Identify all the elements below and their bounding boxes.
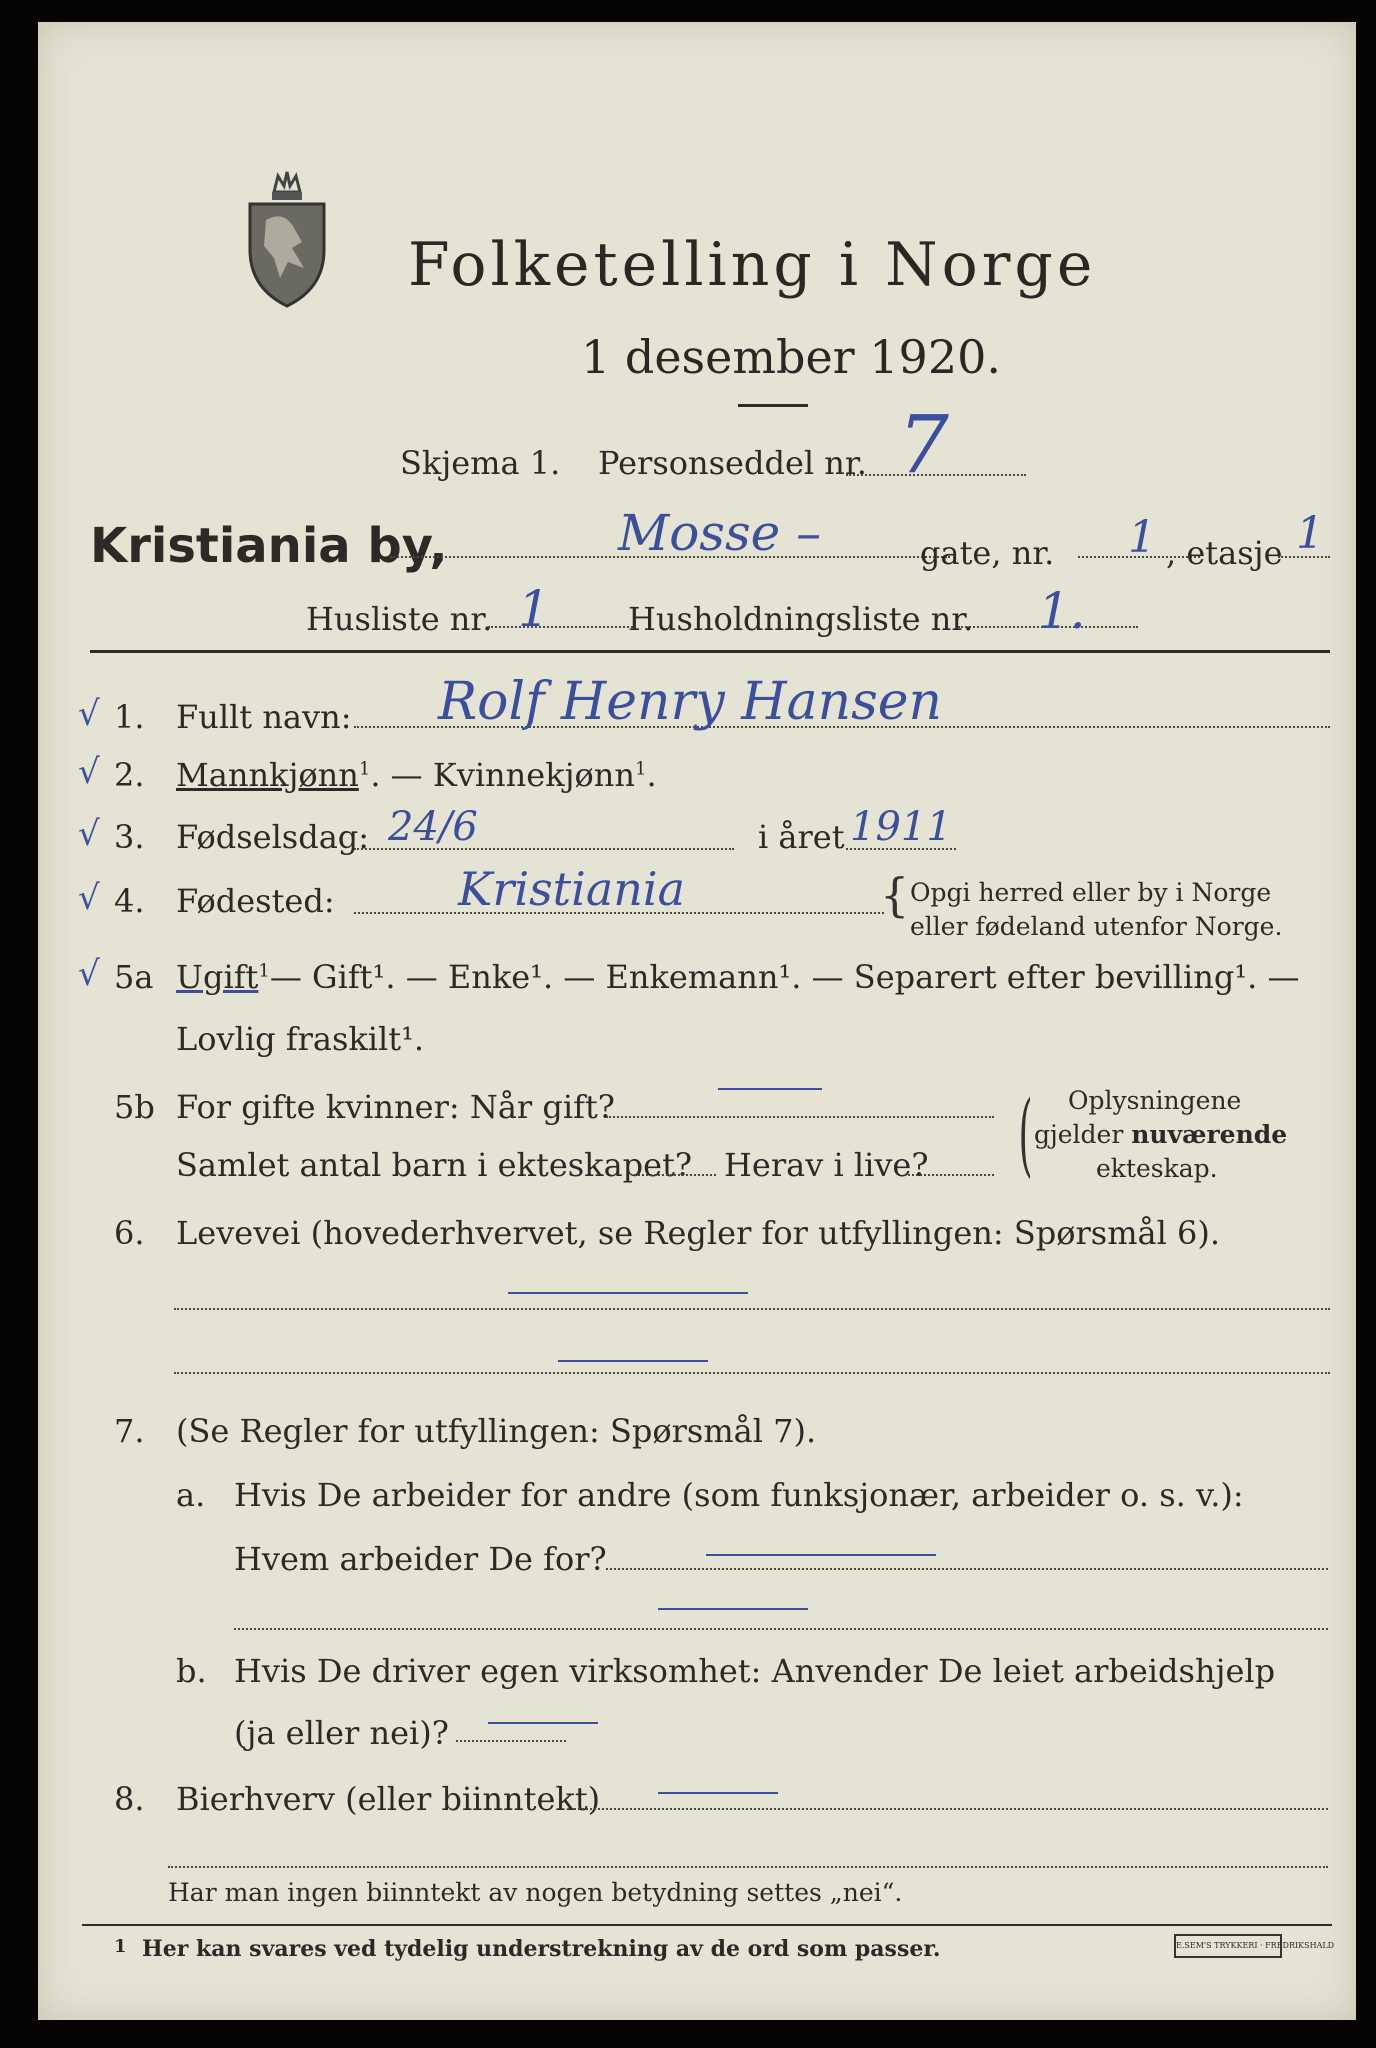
q5b-alive-field[interactable] <box>908 1174 994 1176</box>
q5a-options <box>176 958 1300 996</box>
q1-label: Fullt navn: <box>176 698 352 736</box>
q8-dash <box>658 1792 778 1794</box>
q4-note-2: eller fødeland utenfor Norge. <box>910 912 1283 941</box>
checkmark-3: √ <box>78 814 100 854</box>
husholdning-label: Husholdningsliste nr. <box>628 600 974 638</box>
q6-field-1[interactable] <box>174 1308 1330 1310</box>
q7a-field-1[interactable] <box>606 1568 1328 1570</box>
q7a-question: Hvem arbeider De for? <box>234 1540 607 1578</box>
q3-year-label: i året <box>758 818 845 856</box>
q5b-label-1: For gifte kvinner: Når gift? <box>176 1088 615 1126</box>
checkmark-4: √ <box>78 878 100 918</box>
q4-label: Fødested: <box>176 882 335 920</box>
gate-label: gate, nr. <box>920 534 1055 572</box>
q2-male-sup: 1 <box>358 758 371 780</box>
q6-field-2[interactable] <box>174 1372 1330 1374</box>
q2-male-option[interactable]: Mannkjønn <box>176 756 359 794</box>
census-date: 1 desember 1920. <box>581 330 1001 384</box>
q7b-question: (ja eller nei)? <box>234 1714 449 1752</box>
q5b-note-2 <box>1034 1120 1287 1149</box>
q4-note-1: Opgi herred eller by i Norge <box>910 878 1272 907</box>
checkmark-5a: √ <box>78 954 100 994</box>
husliste-value: 1 <box>518 580 550 638</box>
q5b-label-2: Samlet antal barn i ekteskapet? <box>176 1146 693 1184</box>
q7a-text: Hvis De arbeider for andre (som funksjonær, arbeider o. s. v.): <box>234 1476 1244 1514</box>
footer-note: Har man ingen biinntekt av nogen betydning settes „nei“. <box>168 1878 903 1907</box>
q7a-dash-2 <box>658 1608 808 1610</box>
q5a-fraskilt-option[interactable]: Lovlig fraskilt¹. <box>176 1020 425 1058</box>
q5b-note-1: Oplysningene <box>1068 1086 1242 1115</box>
checkmark-1: √ <box>78 694 100 734</box>
q7a-letter: a. <box>176 1476 206 1514</box>
q8-number: 8. <box>114 1780 145 1818</box>
husliste-field[interactable] <box>488 626 636 628</box>
etasje-label: , etasje <box>1166 534 1283 572</box>
q7a-dash-1 <box>706 1554 936 1556</box>
q5b-note-2a: gjelder <box>1034 1120 1132 1149</box>
city-label: Kristiania by, <box>90 518 448 574</box>
gate-nr-value: 1 <box>1128 512 1156 563</box>
census-form <box>38 22 1356 2020</box>
q8-field-2[interactable] <box>168 1866 1328 1868</box>
q2-female-sup: 1 <box>635 758 647 780</box>
q3-number: 3. <box>114 818 145 856</box>
q6-dash-1 <box>508 1292 748 1294</box>
husliste-label: Husliste nr. <box>306 600 493 638</box>
q8-field-1[interactable] <box>574 1808 1328 1810</box>
footer-rule <box>82 1924 1332 1926</box>
q4-value: Kristiania <box>458 862 686 916</box>
q2-text <box>176 756 657 794</box>
q3-day-value: 24/6 <box>388 804 478 850</box>
q7-label: (Se Regler for utfyllingen: Spørsmål 7). <box>176 1412 817 1450</box>
q6-number: 6. <box>114 1214 145 1252</box>
q5a-other-options[interactable]: — Gift¹. — Enke¹. — Enkemann¹. — Separert efter bevilling¹. — <box>269 958 1300 996</box>
checkmark-2: √ <box>78 752 100 792</box>
q5b-number: 5b <box>114 1088 155 1126</box>
q6-dash-2 <box>558 1360 708 1362</box>
street-value: Mosse – <box>618 504 822 562</box>
personseddel-value: 7 <box>898 398 949 491</box>
etasje-value: 1 <box>1296 508 1324 559</box>
footnote-number: 1 <box>114 1936 127 1957</box>
personseddel-label: Personseddel nr. <box>598 444 867 482</box>
printer-stamp: E.SEM'S TRYKKERI · FREDRIKSHALD <box>1174 1934 1282 1958</box>
q2-end-dot-2: . <box>646 756 657 794</box>
q4-brace: { <box>880 868 910 922</box>
coat-of-arms-icon <box>244 170 330 310</box>
q8-label: Bierhverv (eller biinntekt) <box>176 1780 601 1818</box>
q5a-ugift-sup: 1 <box>258 960 270 982</box>
q5b-note-3: ekteskap. <box>1096 1154 1218 1183</box>
q3-year-value: 1911 <box>850 804 952 850</box>
title-rule <box>738 404 808 407</box>
q7b-dash <box>488 1722 598 1724</box>
q5a-number: 5a <box>114 958 154 996</box>
q6-label: Levevei (hovederhvervet, se Regler for utfyllingen: Spørsmål 6). <box>176 1214 1221 1252</box>
header-rule <box>90 650 1330 653</box>
q5b-married-dash <box>718 1088 822 1090</box>
q5b-children-field[interactable] <box>634 1174 716 1176</box>
husholdning-value: 1. <box>1038 582 1086 640</box>
q7b-text: Hvis De driver egen virksomhet: Anvender De leiet arbeidshjelp <box>234 1652 1276 1690</box>
schema-label: Skjema 1. <box>400 444 561 482</box>
q7-number: 7. <box>114 1412 145 1450</box>
q7b-letter: b. <box>176 1652 207 1690</box>
q7a-field-2[interactable] <box>234 1628 1328 1630</box>
q3-label: Fødselsdag: <box>176 818 370 856</box>
form-title: Folketelling i Norge <box>408 230 1097 300</box>
q1-value: Rolf Henry Hansen <box>438 672 943 732</box>
q2-number: 2. <box>114 756 145 794</box>
q2-end-dot: . <box>370 756 381 794</box>
q5b-label-3: Herav i live? <box>724 1146 929 1184</box>
q5b-brace: ( <box>1018 1082 1033 1187</box>
q5b-married-field[interactable] <box>606 1116 994 1118</box>
q1-number: 1. <box>114 698 145 736</box>
q4-number: 4. <box>114 882 145 920</box>
q5a-ugift-option[interactable]: Ugift <box>176 958 259 996</box>
q2-female-option[interactable]: — Kvinnekjønn <box>390 756 635 794</box>
q7b-field[interactable] <box>456 1740 566 1742</box>
footnote-text: Her kan svares ved tydelig understrekning av de ord som passer. <box>142 1936 941 1962</box>
q5b-note-2b: nuværende <box>1131 1120 1288 1149</box>
